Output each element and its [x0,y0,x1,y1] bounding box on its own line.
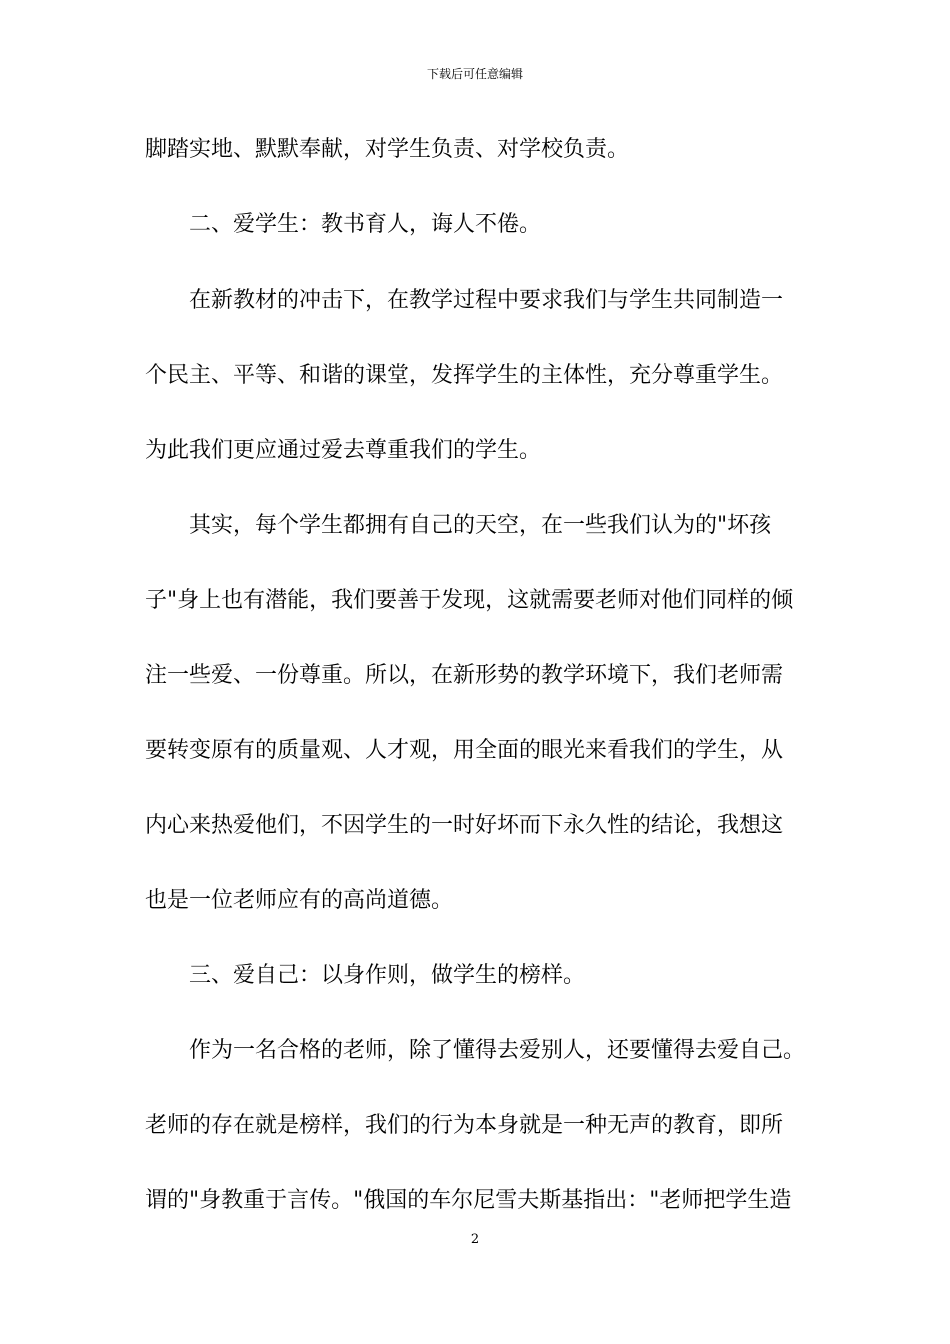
body-text-line: 老师的存在就是榜样，我们的行为本身就是一种无声的教育，即所 [145,1113,784,1138]
body-text-line: 注一些爱、一份尊重。所以，在新形势的教学环境下，我们老师需 [145,663,784,688]
body-text-line: 为此我们更应通过爱去尊重我们的学生。 [145,438,542,463]
section-heading: 二、爱学生：教书育人，诲人不倦。 [145,212,542,237]
page-header: 下载后可任意编辑 [426,67,523,81]
page-number: 2 [470,1232,480,1247]
section-heading: 三、爱自己：以身作则，做学生的榜样。 [145,963,586,988]
body-text-line: 也是一位老师应有的高尚道德。 [145,888,454,913]
body-text-line: 子"身上也有潜能，我们要善于发现，这就需要老师对他们同样的倾 [145,588,794,613]
body-text-line: 谓的"身教重于言传。"俄国的车尔尼雪夫斯基指出："老师把学生造 [145,1188,792,1213]
body-text-line: 其实，每个学生都拥有自己的天空，在一些我们认为的"坏孩 [145,513,772,538]
body-text-line: 要转变原有的质量观、人才观，用全面的眼光来看我们的学生，从 [145,738,784,763]
body-text-line: 脚踏实地、默默奉献，对学生负责、对学校负责。 [145,137,630,162]
body-text-line: 在新教材的冲击下，在教学过程中要求我们与学生共同制造一 [145,288,784,313]
body-text-line: 作为一名合格的老师，除了懂得去爱别人，还要懂得去爱自己。 [145,1038,806,1063]
body-text-line: 个民主、平等、和谐的课堂，发挥学生的主体性，充分尊重学生。 [145,363,784,388]
body-text-line: 内心来热爱他们，不因学生的一时好坏而下永久性的结论，我想这 [145,813,784,838]
